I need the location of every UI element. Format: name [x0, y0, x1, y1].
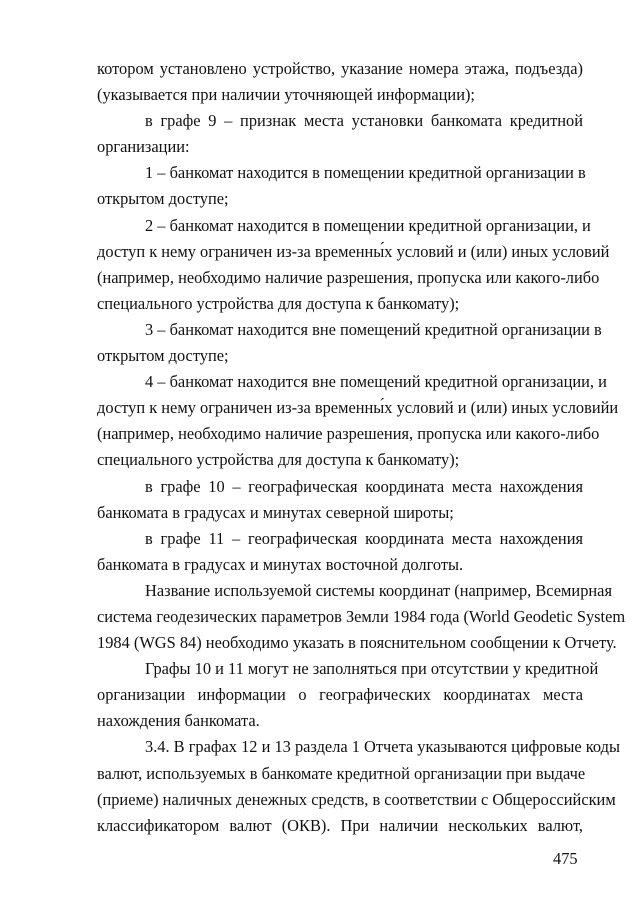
text-line: 3 – банкомат находится вне помещений кредитной организации в [145, 319, 602, 339]
text-line: специального устройства для доступа к банкомату); [97, 450, 460, 470]
text-line: организации информации о географических координатах места [97, 685, 583, 705]
text-line: (например, необходимо наличие разрешения, пропуска или какого-либо [97, 424, 600, 444]
text-line: 3.4. В графах 12 и 13 раздела 1 Отчета указываются цифровые коды [145, 737, 620, 757]
text-line: специального устройства для доступа к банкомату); [97, 293, 460, 313]
text-line: 2 – банкомат находится в помещении кредитной организации, и [145, 215, 591, 235]
text-line: в графе 10 – географическая координата места нахождения [145, 476, 583, 496]
text-line: классификатором валют (ОКВ). При наличии нескольких валют, [97, 815, 583, 835]
text-line: нахождения банкомата. [97, 711, 260, 731]
text-line: (указывается при наличии уточняющей информации); [97, 85, 475, 105]
text-line: Название используемой системы координат (например, Всемирная [145, 580, 612, 600]
text-line: банкомата в градусах и минутах северной широты; [97, 502, 454, 522]
text-line: Графы 10 и 11 могут не заполняться при отсутствии у кредитной [145, 659, 599, 679]
text-line: система геодезических параметров Земли 1984 года (World Geodetic System [97, 606, 626, 626]
text-line: 1 – банкомат находится в помещении кредитной организации в [145, 163, 586, 183]
body-text [97, 56, 626, 839]
text-line: (например, необходимо наличие разрешения, пропуска или какого-либо [97, 267, 600, 287]
text-line: котором установлено устройство, указание номера этажа, подъезда) [97, 59, 583, 78]
text-line: валют, используемых в банкомате кредитной организации при выдаче [97, 763, 586, 783]
text-line: 1984 (WGS 84) необходимо указать в пояснительном сообщении к Отчету. [97, 633, 617, 653]
text-line: в графе 9 – признак места установки банкомата кредитной [145, 111, 583, 131]
text-line: доступ к нему ограничен из-за временны́х условий и (или) иных условийи [97, 398, 619, 418]
text-line: организации: [97, 137, 190, 157]
text-line: открытом доступе; [97, 346, 229, 366]
text-line: (приеме) наличных денежных средств, в соответствии с Общероссийским [97, 789, 616, 809]
text-line: в графе 11 – географическая координата места нахождения [145, 528, 583, 548]
text-line: доступ к нему ограничен из-за временны́х условий и (или) иных условий [97, 241, 610, 261]
page-number: 475 [553, 849, 578, 868]
text-line: 4 – банкомат находится вне помещений кредитной организации, и [145, 372, 607, 392]
text-line: банкомата в градусах и минутах восточной долготы. [97, 554, 464, 574]
text-line: открытом доступе; [97, 189, 229, 209]
